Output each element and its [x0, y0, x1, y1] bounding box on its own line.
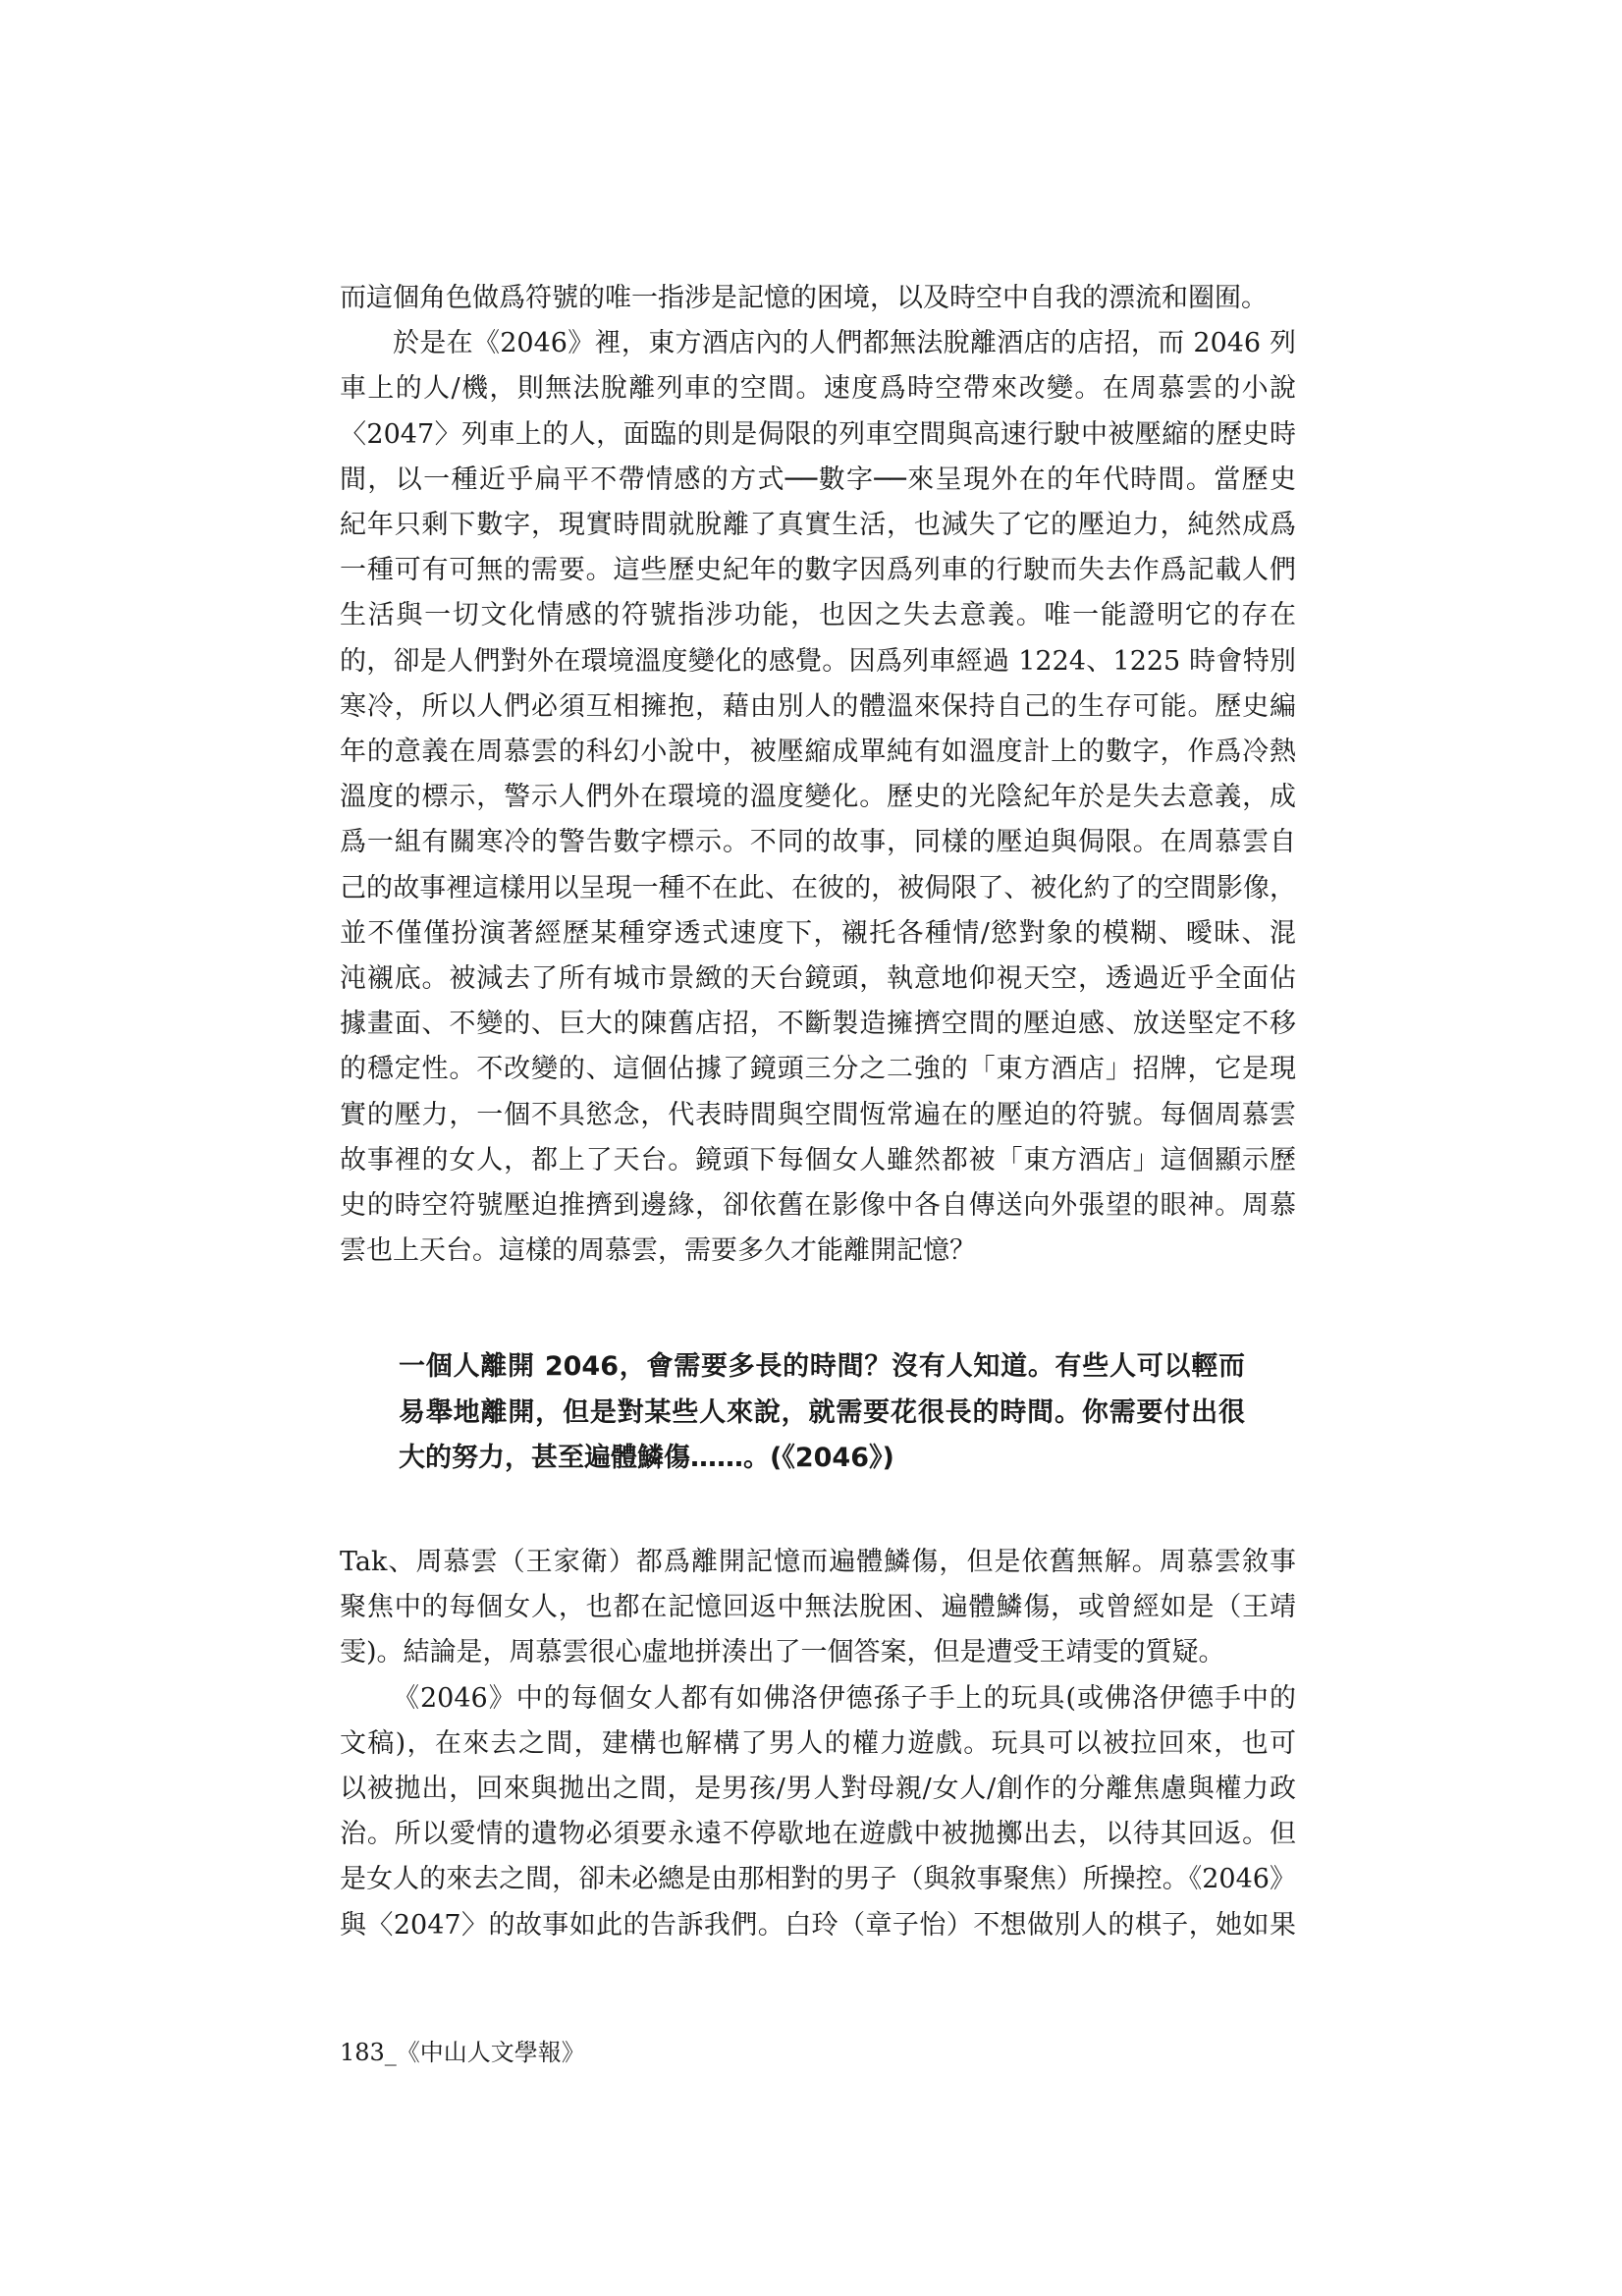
paragraph-line: 己的故事裡這樣用以呈現一種不在此、在彼的，被侷限了、被化約了的空間影像， — [340, 872, 1296, 903]
paragraph-line: 故事裡的女人，都上了天台。鏡頭下每個女人雖然都被「東方酒店」這個顯示歷 — [340, 1144, 1296, 1175]
paragraph-line: 與〈2047〉的故事如此的告訴我們。白玲（章子怡）不想做別人的棋子，她如果 — [340, 1909, 1296, 1941]
paragraph-line: 文稿)，在來去之間，建構也解構了男人的權力遊戲。玩具可以被拉回來，也可 — [340, 1727, 1296, 1759]
paragraph-line: 雲也上天台。這樣的周慕雲，需要多久才能離開記憶？ — [340, 1235, 976, 1267]
paragraph-line: 聚焦中的每個女人，也都在記憶回返中無法脫困、遍體鱗傷，或曾經如是（王靖 — [340, 1592, 1296, 1623]
paragraph-line: 年的意義在周慕雲的科幻小說中，被壓縮成單純有如溫度計上的數字，作爲冷熱 — [340, 737, 1296, 768]
block-quote — [399, 1344, 1245, 1482]
paragraph-line: 寒冷，所以人們必須互相擁抱，藉由別人的體溫來保持自己的生存可能。歷史編 — [340, 690, 1296, 722]
paragraph-line: 的，卻是人們對外在環境溫度變化的感覺。因爲列車經過 1224、1225 時會特別 — [340, 645, 1296, 677]
paragraph-line: 紀年只剩下數字，現實時間就脫離了真實生活，也減失了它的壓迫力，純然成爲 — [340, 510, 1296, 541]
paragraph-line: 於是在《2046》裡，東方酒店內的人們都無法脫離酒店的店招，而 2046 列 — [393, 328, 1296, 359]
paragraph-line: 是女人的來去之間，卻未必總是由那相對的男子（與敘事聚焦）所操控。《2046》 — [340, 1864, 1296, 1895]
paragraph-line: 車上的人/機，則無法脫離列車的空間。速度爲時空帶來改變。在周慕雲的小說 — [340, 373, 1296, 405]
paragraph-line: 間，以一種近乎扁平不帶情感的方式──數字──來呈現外在的年代時間。當歷史 — [340, 464, 1296, 495]
body-text-upper — [340, 276, 1296, 1274]
quote-line: 易舉地離開，但是對某些人來說，就需要花很長的時間。你需要付出很 — [399, 1396, 1245, 1428]
paragraph-line: 沌襯底。被減去了所有城市景緻的天台鏡頭，執意地仰視天空，透過近乎全面佔 — [340, 963, 1296, 995]
page-footer: 183_《中山人文學報》 — [340, 2039, 585, 2066]
body-text-lower — [340, 1540, 1296, 1948]
paragraph-line: 的穩定性。不改變的、這個佔據了鏡頭三分之二強的「東方酒店」招牌，它是現 — [340, 1054, 1296, 1085]
paragraph-line: 爲一組有關寒冷的警告數字標示。不同的故事，同樣的壓迫與侷限。在周慕雲自 — [340, 827, 1296, 858]
paragraph-line: 溫度的標示，警示人們外在環境的溫度變化。歷史的光陰紀年於是失去意義，成 — [340, 782, 1296, 813]
paragraph-line: 〈2047〉列車上的人，面臨的則是侷限的列車空間與高速行駛中被壓縮的歷史時 — [340, 418, 1296, 450]
paragraph-line: 生活與一切文化情感的符號指涉功能，也因之失去意義。唯一能證明它的存在 — [340, 600, 1296, 631]
paragraph-line: 據畫面、不變的、巨大的陳舊店招，不斷製造擁擠空間的壓迫感、放送堅定不移 — [340, 1009, 1296, 1040]
paragraph-line: 而這個角色做爲符號的唯一指涉是記憶的困境，以及時空中自我的漂流和圈囿。 — [340, 283, 1268, 313]
paragraph-line: 治。所以愛情的遺物必須要永遠不停歇地在遊戲中被拋擲出去，以待其回返。但 — [340, 1819, 1296, 1850]
paragraph-line: 以被拋出，回來與拋出之間，是男孩/男人對母親/女人/創作的分離焦慮與權力政 — [340, 1774, 1296, 1805]
paragraph-line: 實的壓力，一個不具慾念，代表時間與空間恆常遍在的壓迫的符號。每個周慕雲 — [340, 1099, 1296, 1130]
quote-line: 一個人離開 2046，會需要多長的時間？沒有人知道。有些人可以輕而 — [399, 1351, 1245, 1382]
paragraph-line: Tak、周慕雲（王家衛）都爲離開記憶而遍體鱗傷，但是依舊無解。周慕雲敘事 — [340, 1547, 1296, 1577]
quote-line: 大的努力，甚至遍體鱗傷……。(《2046》) — [399, 1443, 894, 1473]
paragraph-line: 雯)。結論是，周慕雲很心虛地拼湊出了一個答案，但是遭受王靖雯的質疑。 — [340, 1637, 1225, 1668]
paragraph-line: 並不僅僅扮演著經歷某種穿透式速度下，襯托各種情/慾對象的模糊、曖昧、混 — [340, 917, 1296, 949]
paragraph-line: 史的時空符號壓迫推擠到邊緣，卻依舊在影像中各自傳送向外張望的眼神。周慕 — [340, 1190, 1296, 1222]
paragraph-line: 一種可有可無的需要。這些歷史紀年的數字因爲列車的行駛而失去作爲記載人們 — [340, 555, 1296, 586]
paragraph-line: 《2046》中的每個女人都有如佛洛伊德孫子手上的玩具(或佛洛伊德手中的 — [393, 1682, 1296, 1714]
